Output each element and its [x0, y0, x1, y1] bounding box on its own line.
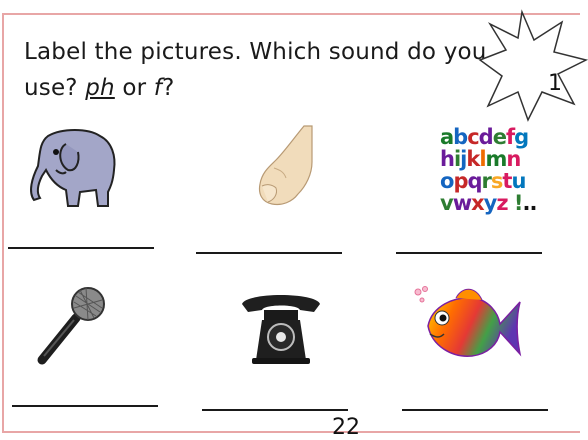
microphone-icon [34, 286, 108, 366]
telephone-icon [238, 290, 324, 364]
svg-text:hijklmn: hijklmn [440, 147, 521, 171]
svg-text:vwxyz !..: vwxyz !.. [440, 191, 537, 215]
question-mark: ? [162, 75, 175, 101]
badge-number: 1 [548, 71, 562, 96]
svg-text:abcdefg: abcdefg [440, 125, 529, 149]
answer-line-telephone[interactable] [202, 409, 348, 411]
svg-text:opqrstu: opqrstu [440, 169, 526, 193]
answer-line-alphabet[interactable] [396, 252, 542, 254]
answer-line-fish[interactable] [402, 409, 548, 411]
instruction-text [24, 34, 504, 106]
option-or: or [122, 75, 147, 101]
instruction-main: Label the pictures. Which sound do you use? [24, 39, 487, 101]
option-f: f [153, 75, 163, 101]
answer-line-finger[interactable] [196, 252, 342, 254]
page-number: 22 [332, 415, 360, 440]
answer-line-microphone[interactable] [12, 405, 158, 407]
fish-icon [410, 284, 526, 366]
alphabet-icon [438, 124, 538, 224]
elephant-icon [30, 126, 122, 210]
finger-icon [254, 124, 318, 208]
star-badge-icon [478, 10, 588, 122]
option-ph: ph [85, 75, 115, 101]
answer-line-elephant[interactable] [8, 247, 154, 249]
